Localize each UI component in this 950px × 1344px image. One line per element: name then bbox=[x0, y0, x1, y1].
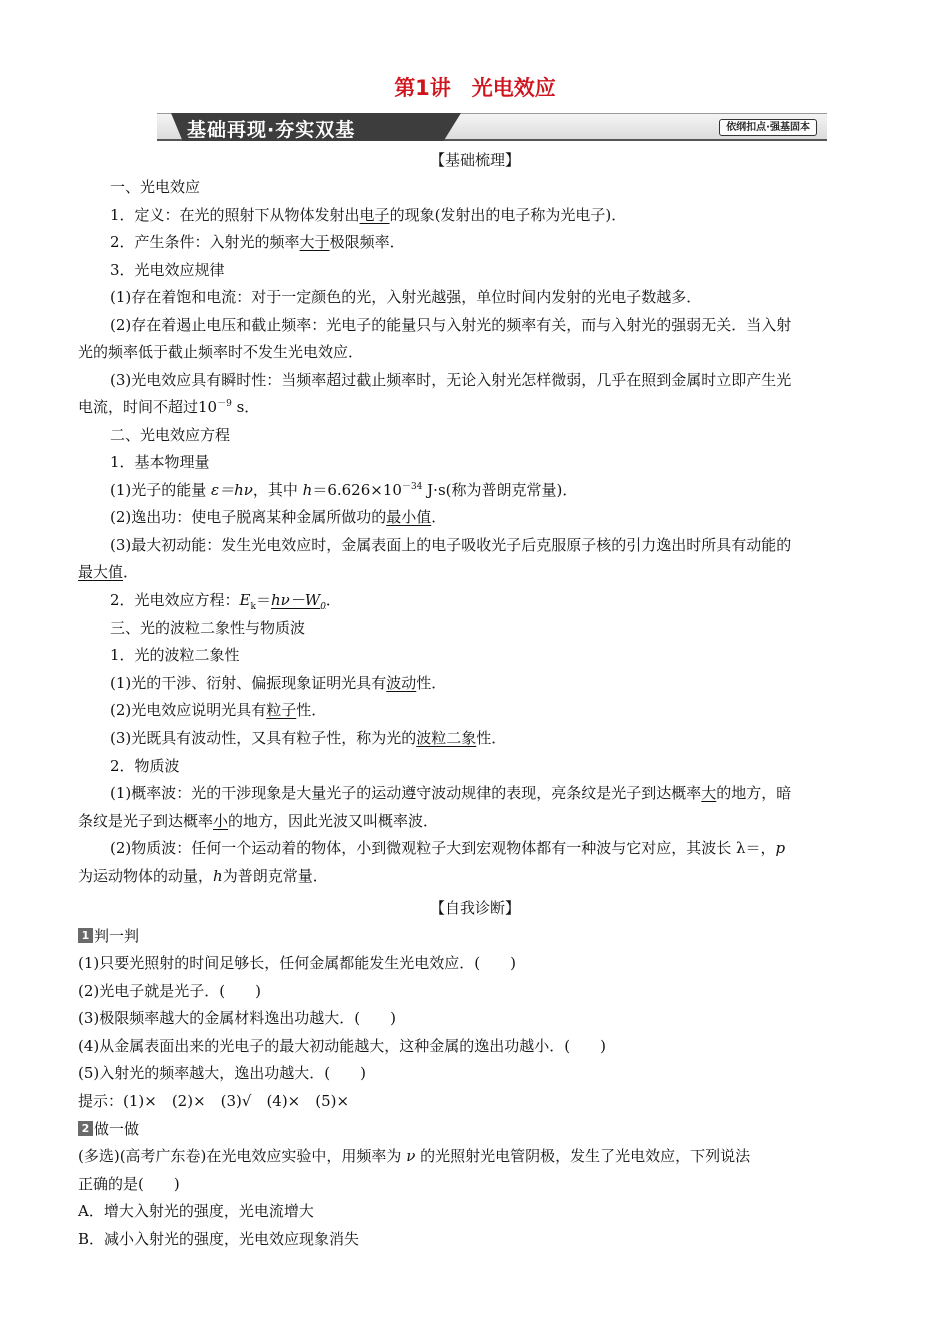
duality-title: 1．光的波粒二象性 bbox=[110, 646, 240, 664]
photon-energy-line: (1)光子的能量 ε＝hν，其中 $h=6.626\times 10^{-34}$ J·s(称为普朗克常量)． bbox=[110, 481, 578, 499]
rule-2: (2)存在着遏止电压和截止频率：光电子的能量只与入射光的频率有关，而与入射光的强弱无关．当入射 bbox=[110, 316, 792, 334]
judge-q5: (5)入射光的频率越大，逸出功越大．( ) bbox=[78, 1064, 366, 1082]
duality-3: (3)光既具有波动性，又具有粒子性，称为光的波粒二象性． bbox=[110, 729, 507, 747]
number-badge-1: 1 bbox=[78, 928, 93, 943]
definition-line: 1．定义：在光的照射下从物体发射出电子的现象(发射出的电子称为光电子)． bbox=[110, 206, 627, 224]
max-kinetic-line: (3)最大初动能：发生光电效应时，金属表面上的电子吸收光子后克服原子核的引力逸出时所具有动能的 bbox=[110, 536, 792, 554]
condition-line: 2．产生条件：入射光的频率大于极限频率． bbox=[110, 233, 405, 251]
equation-line: 2．光电效应方程：$E_k=h\nu-W_0$． bbox=[110, 591, 341, 612]
number-badge-2: 2 bbox=[78, 1121, 93, 1136]
judge-q3: (3)极限频率越大的金属材料逸出功越大．( ) bbox=[78, 1009, 396, 1027]
basics-heading: 【基础梳理】 bbox=[429, 151, 520, 169]
judge-q2: (2)光电子就是光子．( ) bbox=[78, 982, 261, 1000]
option-a: A．增大入射光的强度，光电流增大 bbox=[78, 1202, 314, 1220]
work-function-line: (2)逸出功：使电子脱离某种金属所做功的最小值． bbox=[110, 508, 447, 526]
section-1-title: 一、光电效应 bbox=[110, 178, 201, 196]
judge-hint: 提示：(1)× (2)× (3)√ (4)× (5)× bbox=[78, 1092, 350, 1110]
rule-1: (1)存在着饱和电流：对于一定颜色的光，入射光越强，单位时间内发射的光电子数越多． bbox=[110, 288, 702, 306]
practice-question-cont: 正确的是( ) bbox=[78, 1175, 180, 1193]
rule-2-cont: 光的频率低于截止频率时不发生光电效应． bbox=[78, 343, 364, 361]
lesson-title: 第1讲 光电效应 bbox=[394, 76, 556, 100]
probability-wave: (1)概率波：光的干涉现象是大量光子的运动遵守波动规律的表现，亮条纹是光子到达概率大的地方，暗 bbox=[110, 784, 792, 802]
probability-wave-cont: 条纹是光子到达概率小的地方，因此光波又叫概率波． bbox=[78, 812, 439, 830]
max-kinetic-cont: 最大值． bbox=[78, 563, 139, 581]
basic-quantities-title: 1．基本物理量 bbox=[110, 453, 210, 471]
practice-question: (多选)(高考广东卷)在光电效应实验中，用频率为 ν 的光照射光电管阴极，发生了光电效应，下列说法 bbox=[78, 1147, 751, 1165]
judge-q1: (1)只要光照射的时间足够长，任何金属都能发生光电效应．( ) bbox=[78, 954, 516, 972]
rule-3-cont: 电流，时间不超过$10^{-9}$ s． bbox=[78, 398, 260, 416]
self-diagnosis-heading: 【自我诊断】 bbox=[429, 899, 520, 917]
section-banner bbox=[157, 113, 827, 141]
option-b: B．减小入射光的强度，光电效应现象消失 bbox=[78, 1230, 360, 1248]
section-3-title: 三、光的波粒二象性与物质波 bbox=[110, 619, 306, 637]
rules-title: 3．光电效应规律 bbox=[110, 261, 225, 279]
matter-wave-title: 2．物质波 bbox=[110, 757, 180, 775]
practice-title: 2 做一做 bbox=[78, 1119, 139, 1139]
duality-2: (2)光电效应说明光具有粒子性． bbox=[110, 701, 327, 719]
judge-q4: (4)从金属表面出来的光电子的最大初动能越大，这种金属的逸出功越小．( ) bbox=[78, 1037, 606, 1055]
matter-wave-cont: 为运动物体的动量，h为普朗克常量． bbox=[78, 867, 328, 885]
matter-wave: (2)物质波：任何一个运动着的物体，小到微观粒子大到宏观物体都有一种波与它对应，其波长 λ＝，p bbox=[110, 839, 786, 857]
duality-1: (1)光的干涉、衍射、偏振现象证明光具有波动性． bbox=[110, 674, 447, 692]
judge-title: 1 判一判 bbox=[78, 926, 139, 946]
banner-tag: 依纲扣点·强基固本 bbox=[719, 119, 817, 136]
banner-main-text: 基础再现·夯实双基 bbox=[187, 119, 356, 141]
rule-3: (3)光电效应具有瞬时性：当频率超过截止频率时，无论入射光怎样微弱，几乎在照到金属时立即产生光 bbox=[110, 371, 792, 389]
section-2-title: 二、光电效应方程 bbox=[110, 426, 231, 444]
